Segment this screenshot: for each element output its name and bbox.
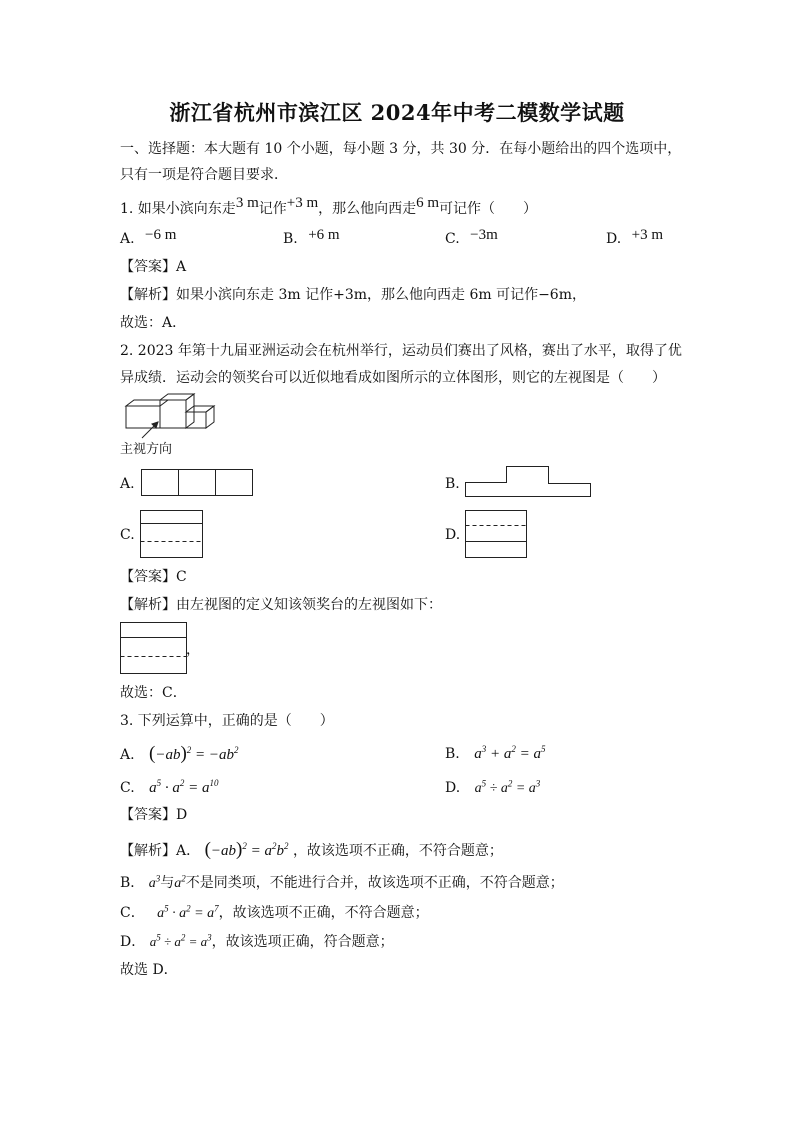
q3-option-d-expression: $a^5 \div a^2 = a^3$: [474, 778, 541, 796]
q3-explanation-b-term2: $a^2$: [174, 873, 186, 891]
question-2-stem-line2: 异成绩．运动会的领奖台可以近似地看成如图所示的立体图形，则它的左视图是（ ）: [120, 370, 666, 386]
q1-tail: 可记作（ ）: [439, 201, 538, 217]
q1-option-b: [283, 229, 340, 249]
q2-option-b-label: B.: [445, 476, 460, 492]
q1-option-a: [120, 229, 176, 249]
q1-option-c: [445, 229, 498, 249]
q3-option-a: [120, 744, 239, 765]
q1-option-a-label: A.: [120, 231, 135, 247]
q3-explanation-c: [120, 903, 429, 924]
q2-option-d-label: D.: [445, 527, 461, 543]
q3-option-a-label: A.: [120, 747, 135, 763]
q1-option-d-value: +3 m: [631, 227, 664, 243]
podium-middle-top: [160, 394, 194, 400]
section-instructions-line2: 只有一项是符合题目要求．: [120, 167, 288, 183]
q2-choose: 故选：C．: [120, 685, 187, 701]
q1-mid: 记作: [258, 201, 287, 217]
q3-explanation-a-label: 【解析】A．: [120, 843, 201, 859]
q1-option-c-value: −3m: [470, 227, 498, 243]
podium-3d-figure: [120, 392, 230, 444]
q3-explanation-a-tail: ，故该选项不正确，不符合题意；: [292, 843, 503, 859]
q3-explanation-c-label: C．: [120, 905, 145, 921]
q3-option-b-label: B.: [445, 746, 460, 762]
q3-choose: 故选 D．: [120, 962, 178, 978]
q1-option-b-value: +6 m: [308, 227, 340, 243]
q1-mid2: ，那么他向西走: [318, 201, 417, 217]
q1-choose: 故选：A．: [120, 315, 187, 331]
q3-explanation-b-label: B．: [120, 875, 145, 891]
q1-option-a-value: −6 m: [145, 227, 177, 243]
q2-figure-comma: ，: [186, 642, 200, 658]
q3-option-b-expression: $a^3 + a^2 = a^5$: [474, 744, 546, 762]
q1-value-record: +3 m: [286, 195, 319, 211]
q3-explanation-d-tail: ，故该选项正确，符合题意；: [211, 934, 394, 950]
q1-value-east: 3 m: [235, 195, 259, 211]
q3-explanation-c-tail: ，故该选项不正确，不符合题意；: [218, 905, 429, 921]
q3-option-d-label: D.: [445, 780, 461, 796]
q3-option-b: [445, 744, 545, 764]
q2-option-a-figure: [141, 469, 254, 497]
page-title: 浙江省杭州市滨江区 2024年中考二模数学试题: [169, 100, 625, 125]
podium-left-top: [126, 400, 168, 406]
q1-option-b-label: B.: [283, 231, 298, 247]
q3-explanation-c-expression: $a^5 \cdot a^2 = a^7$: [157, 903, 219, 921]
q3-answer: 【答案】D: [120, 807, 188, 823]
q3-explanation-a: [120, 840, 503, 861]
q1-lead: 1. 如果小滨向东走: [120, 201, 236, 217]
q2-option-a-label: A.: [120, 476, 135, 492]
q2-option-c-figure: [140, 510, 204, 559]
q3-option-c: [120, 778, 219, 798]
section-instructions-line1: 一、选择题：本大题有 10 个小题，每小题 3 分，共 30 分．在每小题给出的四个选项中，: [120, 141, 682, 157]
q2-option-c-label: C.: [120, 527, 135, 543]
q1-answer: 【答案】A: [120, 259, 187, 275]
q3-explanation-b-tail: 不是同类项，不能进行合并，故该选项不正确，不符合题意；: [185, 875, 564, 891]
q3-option-c-label: C.: [120, 780, 135, 796]
q2-answer: 【答案】C: [120, 569, 187, 585]
q3-explanation-b: [120, 873, 564, 894]
question-3-stem: 3. 下列运算中，正确的是（ ）: [120, 713, 334, 729]
q2-answer-left-view-figure: [120, 622, 188, 675]
q3-explanation-b-mid: 与: [160, 875, 175, 891]
q3-option-a-expression: $(-ab)^2 = -ab^2$: [149, 743, 239, 764]
q2-option-d-figure: [465, 510, 528, 559]
q3-explanation-d-label: D．: [120, 934, 146, 950]
front-view-direction-label: 主视方向: [120, 442, 173, 457]
q1-value-west: 6 m: [416, 195, 440, 211]
q1-option-d: [606, 229, 663, 249]
q3-explanation-d: [120, 932, 394, 952]
q2-analysis: 【解析】由左视图的定义知该领奖台的左视图如下：: [120, 597, 442, 613]
q1-analysis: 【解析】如果小滨向东走 3m 记作+3m，那么他向西走 6m 可记作−6m，: [120, 287, 586, 303]
q3-explanation-d-expression: $a^5 \div a^2 = a^3$: [149, 932, 212, 949]
q1-option-c-label: C.: [445, 231, 460, 247]
q3-explanation-a-expression: $(-ab)^2 = a^2b^2$: [204, 839, 289, 860]
podium-middle-front: [160, 400, 186, 428]
q3-option-d: [445, 778, 540, 799]
question-2-stem-line1: 2. 2023 年第十九届亚洲运动会在杭州举行，运动员们赛出了风格，赛出了水平，取得了优: [120, 343, 682, 359]
q3-option-c-expression: $a^5 \cdot a^2 = a^{10}$: [149, 778, 219, 796]
question-1-stem: [120, 195, 538, 219]
q3-explanation-b-term1: $a^3$: [148, 873, 161, 891]
q2-option-b-figure: [465, 466, 592, 498]
q1-option-d-label: D.: [606, 231, 622, 247]
podium-right-side: [206, 406, 214, 428]
